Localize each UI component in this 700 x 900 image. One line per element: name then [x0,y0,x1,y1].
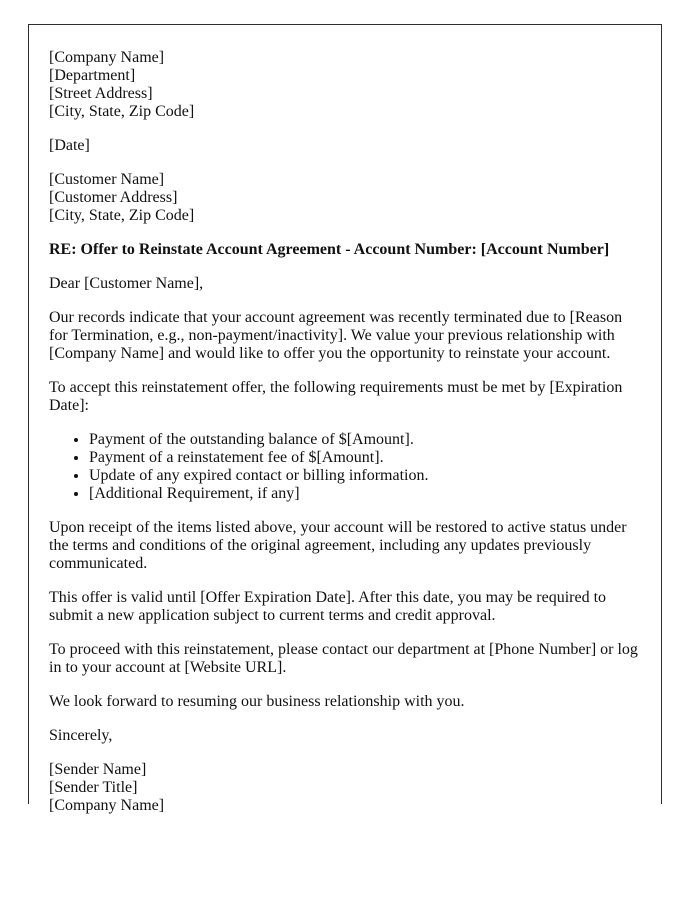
salutation-line: Dear [Customer Name], [49,275,204,292]
date-line: [Date] [49,137,90,154]
sender-company-line: [Company Name] [49,49,165,66]
recipient-city-line: [City, State, Zip Code] [49,207,195,224]
sender-department-line: [Department] [49,67,136,84]
body-paragraph-requirements-intro: To accept this reinstatement offer, the following requirements must be met by [Expiration Date]: [49,379,623,414]
body-paragraph-restoration: Upon receipt of the items listed above, your account will be restored to active status under the terms and conditions of the original agreement, including any updates previously communicated. [49,519,627,572]
body-paragraph-look-forward: We look forward to resuming our business relationship with you. [49,693,465,710]
closing-line: Sincerely, [49,727,113,744]
requirements-list [49,431,640,503]
sender-street-line: [Street Address] [49,85,153,102]
recipient-address-line: [Customer Address] [49,189,178,206]
requirement-item-reinstatement-fee: • Payment of a reinstatement fee of $[Amount]. [89,449,640,467]
body-paragraph-validity: This offer is valid until [Offer Expiration Date]. After this date, you may be required to submit a new application subject to current terms and credit approval. [49,589,607,624]
requirement-item-update-info: • Update of any expired contact or billing information. [89,467,640,485]
requirement-item-additional: • [Additional Requirement, if any] [89,485,640,503]
signature-block [49,761,640,815]
body-paragraph-records: Our records indicate that your account agreement was recently terminated due to [Reason for Termination, e.g., non-payment/inactivity]. We value your previous relationship with [Company Name] and would like to offer you the opportunity to reinstate your account. [49,309,623,362]
signature-sender-title: [Sender Title] [49,779,138,796]
subject-line: RE: Offer to Reinstate Account Agreement - Account Number: [Account Number] [49,241,610,258]
recipient-name-line: [Customer Name] [49,171,165,188]
signature-company-name: [Company Name] [49,797,165,814]
requirement-item-outstanding-balance: • Payment of the outstanding balance of $[Amount]. [89,431,640,449]
signature-sender-name: [Sender Name] [49,761,147,778]
sender-address-block [49,49,640,121]
recipient-address-block [49,171,640,225]
body-paragraph-contact: To proceed with this reinstatement, please contact our department at [Phone Number] or log in to your account at [Website URL]. [49,641,638,676]
letter-document [28,24,662,814]
sender-city-line: [City, State, Zip Code] [49,103,195,120]
